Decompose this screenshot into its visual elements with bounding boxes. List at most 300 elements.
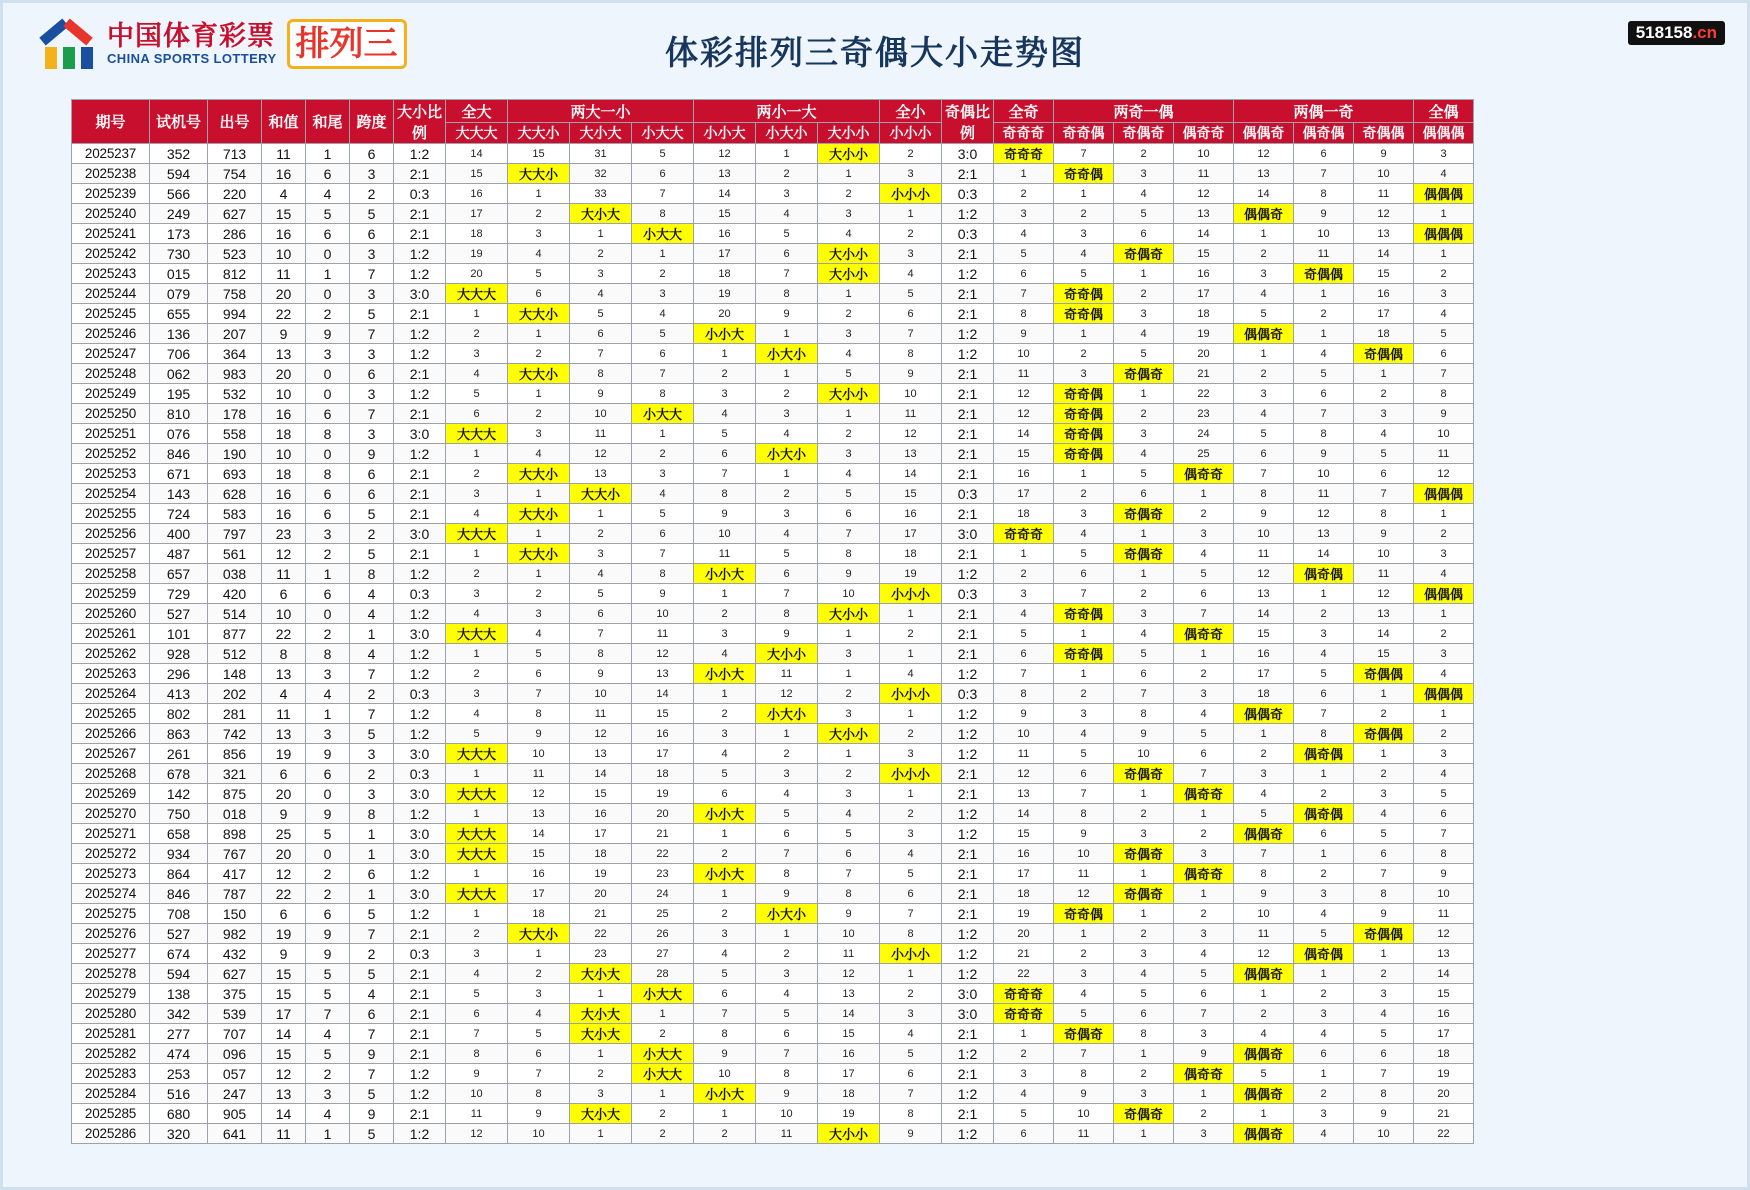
cell-stat: 138 — [150, 984, 208, 1004]
cell-track: 20 — [570, 884, 632, 904]
subcol-ssb: 小小大 — [694, 123, 756, 144]
cell-stat: 9 — [306, 944, 350, 964]
cell-track: 12 — [570, 444, 632, 464]
cell-track: 7 — [880, 324, 942, 344]
cell-track: 1 — [1114, 904, 1174, 924]
cell-track: 10 — [694, 1064, 756, 1084]
cell-hit: 奇偶奇 — [1054, 1024, 1114, 1044]
subcol-sbb: 小大大 — [632, 123, 694, 144]
cell-track: 4 — [1054, 724, 1114, 744]
cell-track: 9 — [1054, 824, 1114, 844]
cell-hit: 奇奇奇 — [994, 524, 1054, 544]
cell-track: 3 — [1234, 264, 1294, 284]
cell-track: 4 — [570, 284, 632, 304]
cell-track: 5 — [570, 584, 632, 604]
cell-track: 1 — [1414, 604, 1474, 624]
cell-track: 2 — [446, 564, 508, 584]
cell-track: 9 — [632, 584, 694, 604]
cell-oddeven-ratio: 2:1 — [942, 1064, 994, 1084]
cell-track: 5 — [1174, 964, 1234, 984]
cell-hit: 奇偶偶 — [1354, 344, 1414, 364]
cell-track: 1 — [880, 704, 942, 724]
cell-track: 14 — [994, 804, 1054, 824]
cell-stat: 220 — [208, 184, 262, 204]
cell-track: 3 — [570, 1084, 632, 1104]
cell-track: 3 — [818, 784, 880, 804]
cell-hit: 奇奇偶 — [1054, 304, 1114, 324]
cell-track: 3 — [1354, 984, 1414, 1004]
cell-track: 2 — [880, 224, 942, 244]
cell-stat: 4 — [350, 584, 394, 604]
cell-track: 4 — [1054, 244, 1114, 264]
cell-track: 9 — [994, 324, 1054, 344]
cell-stat: 2:1 — [394, 1024, 446, 1044]
cell-track: 1 — [756, 364, 818, 384]
cell-track: 5 — [880, 864, 942, 884]
cell-track: 3 — [1414, 144, 1474, 164]
cell-track: 3 — [880, 164, 942, 184]
cell-track: 3 — [1114, 1084, 1174, 1104]
cell-stat: 994 — [208, 304, 262, 324]
table-row — [72, 424, 1474, 444]
cell-track: 5 — [1114, 644, 1174, 664]
cell-stat: 707 — [208, 1024, 262, 1044]
cell-track: 9 — [756, 624, 818, 644]
cell-stat: 1:2 — [394, 604, 446, 624]
cell-track: 28 — [632, 964, 694, 984]
cell-stat: 6 — [306, 164, 350, 184]
cell-stat: 286 — [208, 224, 262, 244]
col-span: 跨度 — [350, 100, 394, 144]
cell-track: 1 — [446, 804, 508, 824]
cell-track: 3 — [1114, 424, 1174, 444]
cell-track: 3 — [1354, 404, 1414, 424]
cell-track: 1 — [756, 924, 818, 944]
cell-track: 14 — [1174, 224, 1234, 244]
group-all-big: 全大 — [446, 100, 508, 123]
cell-track: 14 — [818, 1004, 880, 1024]
cell-track: 5 — [818, 364, 880, 384]
cell-track: 9 — [570, 664, 632, 684]
cell-track: 17 — [1354, 304, 1414, 324]
cell-track: 6 — [632, 164, 694, 184]
cell-track: 13 — [1234, 584, 1294, 604]
cell-track: 1 — [446, 864, 508, 884]
cell-stat: 178 — [208, 404, 262, 424]
cell-stat: 516 — [150, 1084, 208, 1104]
cell-period: 2025257 — [72, 544, 150, 564]
cell-stat: 2:1 — [394, 204, 446, 224]
cell-stat: 3:0 — [394, 284, 446, 304]
cell-hit: 奇偶奇 — [1114, 244, 1174, 264]
cell-track: 4 — [1054, 524, 1114, 544]
cell-track: 3 — [994, 1064, 1054, 1084]
cell-stat: 3 — [350, 384, 394, 404]
cell-oddeven-ratio: 2:1 — [942, 604, 994, 624]
cell-track: 2 — [694, 704, 756, 724]
cell-stat: 6 — [306, 224, 350, 244]
cell-track: 9 — [508, 1104, 570, 1124]
cell-track: 2 — [756, 164, 818, 184]
cell-stat: 076 — [150, 424, 208, 444]
cell-stat: 5 — [350, 1124, 394, 1144]
cell-track: 9 — [1354, 1104, 1414, 1124]
cell-hit: 大大大 — [446, 844, 508, 864]
cell-track: 12 — [508, 784, 570, 804]
cell-hit: 奇偶奇 — [1114, 544, 1174, 564]
cell-period: 2025238 — [72, 164, 150, 184]
table-row — [72, 1104, 1474, 1124]
cell-stat: 9 — [262, 324, 306, 344]
cell-track: 15 — [508, 844, 570, 864]
cell-stat: 195 — [150, 384, 208, 404]
cell-stat: 6 — [306, 484, 350, 504]
cell-hit: 大大大 — [446, 784, 508, 804]
cell-track: 6 — [1294, 684, 1354, 704]
cell-track: 4 — [632, 484, 694, 504]
cell-hit: 小大大 — [632, 1044, 694, 1064]
cell-track: 9 — [1354, 144, 1414, 164]
cell-track: 2 — [880, 984, 942, 1004]
cell-period: 2025281 — [72, 1024, 150, 1044]
cell-stat: 539 — [208, 1004, 262, 1024]
cell-track: 2 — [570, 1064, 632, 1084]
cell-track: 4 — [1114, 964, 1174, 984]
cell-track: 13 — [1414, 944, 1474, 964]
cell-track: 5 — [880, 1044, 942, 1064]
cell-stat: 561 — [208, 544, 262, 564]
cell-track: 4 — [880, 1024, 942, 1044]
cell-stat: 15 — [262, 1044, 306, 1064]
cell-stat: 8 — [306, 464, 350, 484]
cell-track: 3 — [1174, 684, 1234, 704]
cell-track: 18 — [880, 544, 942, 564]
cell-track: 4 — [694, 644, 756, 664]
table-row — [72, 744, 1474, 764]
cell-stat: 23 — [262, 524, 306, 544]
table-row — [72, 524, 1474, 544]
cell-stat: 079 — [150, 284, 208, 304]
cell-hit: 大大大 — [446, 624, 508, 644]
cell-track: 4 — [994, 604, 1054, 624]
cell-oddeven-ratio: 1:2 — [942, 744, 994, 764]
cell-track: 17 — [1234, 664, 1294, 684]
cell-stat: 14 — [262, 1104, 306, 1124]
cell-stat: 1:2 — [394, 724, 446, 744]
cell-stat: 0 — [306, 284, 350, 304]
cell-track: 1 — [694, 584, 756, 604]
cell-stat: 0:3 — [394, 944, 446, 964]
cell-track: 3 — [994, 584, 1054, 604]
cell-track: 8 — [1054, 1064, 1114, 1084]
cell-track: 7 — [570, 624, 632, 644]
cell-track: 5 — [994, 244, 1054, 264]
cell-hit: 偶偶偶 — [1414, 684, 1474, 704]
table-row — [72, 964, 1474, 984]
cell-track: 12 — [446, 1124, 508, 1144]
cell-track: 1 — [1174, 1084, 1234, 1104]
cell-stat: 0 — [306, 244, 350, 264]
cell-track: 17 — [818, 1064, 880, 1084]
cell-stat: 1 — [306, 564, 350, 584]
cell-period: 2025237 — [72, 144, 150, 164]
cell-stat: 432 — [208, 944, 262, 964]
cell-hit: 偶偶奇 — [1234, 704, 1294, 724]
cell-track: 13 — [1354, 604, 1414, 624]
cell-track: 16 — [818, 1044, 880, 1064]
cell-track: 1 — [694, 884, 756, 904]
cell-track: 9 — [1414, 404, 1474, 424]
cell-track: 14 — [446, 144, 508, 164]
cell-track: 6 — [818, 844, 880, 864]
cell-track: 8 — [508, 704, 570, 724]
cell-track: 15 — [446, 164, 508, 184]
cell-track: 3 — [632, 284, 694, 304]
cell-oddeven-ratio: 2:1 — [942, 444, 994, 464]
cell-oddeven-ratio: 1:2 — [942, 804, 994, 824]
cell-oddeven-ratio: 2:1 — [942, 904, 994, 924]
cell-stat: 4 — [306, 1104, 350, 1124]
cell-hit: 小大大 — [632, 984, 694, 1004]
cell-stat: 474 — [150, 1044, 208, 1064]
cell-stat: 655 — [150, 304, 208, 324]
cell-period: 2025263 — [72, 664, 150, 684]
cell-track: 4 — [756, 204, 818, 224]
cell-track: 14 — [1294, 544, 1354, 564]
cell-track: 3 — [1414, 284, 1474, 304]
cell-track: 1 — [880, 964, 942, 984]
cell-track: 16 — [1354, 284, 1414, 304]
cell-stat: 693 — [208, 464, 262, 484]
cell-stat: 5 — [350, 304, 394, 324]
cell-track: 1 — [1114, 1124, 1174, 1144]
cell-hit: 小小小 — [880, 184, 942, 204]
cell-period: 2025262 — [72, 644, 150, 664]
cell-track: 18 — [1234, 684, 1294, 704]
cell-hit: 小小小 — [880, 944, 942, 964]
cell-track: 2 — [1114, 284, 1174, 304]
cell-track: 4 — [1234, 284, 1294, 304]
table-row — [72, 804, 1474, 824]
cell-track: 2 — [818, 304, 880, 324]
cell-track: 17 — [1414, 1024, 1474, 1044]
table-row — [72, 1004, 1474, 1024]
cell-track: 6 — [446, 1004, 508, 1024]
cell-track: 8 — [1294, 184, 1354, 204]
cell-track: 2 — [1234, 1004, 1294, 1024]
cell-track: 7 — [994, 284, 1054, 304]
cell-track: 3 — [1174, 844, 1234, 864]
cell-track: 15 — [1354, 644, 1414, 664]
cell-stat: 846 — [150, 444, 208, 464]
cell-track: 18 — [570, 844, 632, 864]
cell-track: 20 — [1174, 344, 1234, 364]
cell-track: 1 — [1114, 264, 1174, 284]
cell-period: 2025286 — [72, 1124, 150, 1144]
cell-track: 18 — [818, 1084, 880, 1104]
cell-track: 1 — [1234, 224, 1294, 244]
table-row — [72, 664, 1474, 684]
cell-track: 20 — [694, 304, 756, 324]
cell-track: 3 — [1054, 364, 1114, 384]
cell-track: 4 — [694, 744, 756, 764]
cell-track: 3 — [446, 344, 508, 364]
cell-track: 1 — [632, 1084, 694, 1104]
cell-oddeven-ratio: 2:1 — [942, 284, 994, 304]
cell-track: 6 — [994, 264, 1054, 284]
cell-track: 15 — [694, 204, 756, 224]
cell-period: 2025283 — [72, 1064, 150, 1084]
cell-track: 7 — [1054, 144, 1114, 164]
cell-track: 2 — [446, 924, 508, 944]
cell-track: 6 — [632, 524, 694, 544]
cell-track: 5 — [1354, 824, 1414, 844]
cell-track: 1 — [1354, 684, 1414, 704]
cell-track: 16 — [994, 844, 1054, 864]
cell-track: 1 — [570, 504, 632, 524]
cell-track: 10 — [1234, 904, 1294, 924]
cell-track: 4 — [756, 424, 818, 444]
cell-track: 1 — [570, 984, 632, 1004]
cell-stat: 5 — [350, 724, 394, 744]
cell-track: 4 — [508, 244, 570, 264]
cell-track: 14 — [880, 464, 942, 484]
subcol-ooe: 奇奇偶 — [1054, 123, 1114, 144]
cell-stat: 281 — [208, 704, 262, 724]
cell-hit: 大小小 — [818, 724, 880, 744]
cell-stat: 2:1 — [394, 164, 446, 184]
cell-stat: 15 — [262, 204, 306, 224]
subcol-bsb: 大小大 — [570, 123, 632, 144]
cell-track: 5 — [632, 504, 694, 524]
cell-stat: 1:2 — [394, 1064, 446, 1084]
cell-period: 2025266 — [72, 724, 150, 744]
cell-track: 4 — [446, 504, 508, 524]
cell-stat: 352 — [150, 144, 208, 164]
cell-track: 11 — [994, 364, 1054, 384]
cell-stat: 8 — [350, 564, 394, 584]
cell-track: 3 — [508, 984, 570, 1004]
subcol-eee: 偶偶偶 — [1414, 123, 1474, 144]
cell-track: 3 — [632, 464, 694, 484]
cell-stat: 758 — [208, 284, 262, 304]
cell-track: 12 — [1354, 584, 1414, 604]
cell-period: 2025284 — [72, 1084, 150, 1104]
cell-stat: 905 — [208, 1104, 262, 1124]
cell-stat: 1:2 — [394, 804, 446, 824]
cell-hit: 大大小 — [570, 484, 632, 504]
cell-stat: 1:2 — [394, 244, 446, 264]
table-row — [72, 1064, 1474, 1084]
cell-stat: 253 — [150, 1064, 208, 1084]
cell-period: 2025258 — [72, 564, 150, 584]
cell-track: 15 — [880, 484, 942, 504]
cell-oddeven-ratio: 1:2 — [942, 924, 994, 944]
cell-hit: 偶偶奇 — [1234, 204, 1294, 224]
cell-track: 17 — [508, 884, 570, 904]
cell-stat: 4 — [350, 604, 394, 624]
cell-track: 2 — [1354, 384, 1414, 404]
cell-stat: 724 — [150, 504, 208, 524]
cell-period: 2025251 — [72, 424, 150, 444]
cell-track: 1 — [1294, 584, 1354, 604]
cell-track: 7 — [508, 1064, 570, 1084]
cell-track: 4 — [880, 844, 942, 864]
cell-stat: 863 — [150, 724, 208, 744]
cell-track: 12 — [1354, 204, 1414, 224]
cell-track: 3 — [756, 764, 818, 784]
cell-track: 5 — [1414, 784, 1474, 804]
cell-oddeven-ratio: 2:1 — [942, 404, 994, 424]
cell-hit: 奇奇奇 — [994, 1004, 1054, 1024]
cell-stat: 5 — [306, 824, 350, 844]
cell-track: 4 — [756, 784, 818, 804]
cell-track: 3 — [1294, 884, 1354, 904]
cell-track: 10 — [446, 1084, 508, 1104]
table-row — [72, 364, 1474, 384]
cell-track: 6 — [756, 824, 818, 844]
cell-track: 1 — [818, 744, 880, 764]
cell-oddeven-ratio: 2:1 — [942, 424, 994, 444]
cell-track: 5 — [880, 284, 942, 304]
cell-track: 5 — [1114, 464, 1174, 484]
group-all-even: 全偶 — [1414, 100, 1474, 123]
cell-track: 7 — [632, 544, 694, 564]
cell-track: 4 — [1114, 184, 1174, 204]
cell-track: 1 — [1114, 564, 1174, 584]
cell-track: 12 — [1054, 884, 1114, 904]
cell-stat: 375 — [208, 984, 262, 1004]
cell-track: 13 — [632, 664, 694, 684]
cell-stat: 4 — [306, 184, 350, 204]
cell-track: 16 — [570, 804, 632, 824]
table-row — [72, 504, 1474, 524]
cell-stat: 413 — [150, 684, 208, 704]
cell-oddeven-ratio: 2:1 — [942, 1104, 994, 1124]
cell-track: 7 — [694, 464, 756, 484]
cell-stat: 2 — [350, 524, 394, 544]
cell-track: 5 — [1054, 264, 1114, 284]
table-row — [72, 824, 1474, 844]
cell-stat: 3:0 — [394, 424, 446, 444]
cell-hit: 奇偶奇 — [1114, 364, 1174, 384]
cell-period: 2025273 — [72, 864, 150, 884]
cell-track: 7 — [880, 904, 942, 924]
cell-track: 21 — [1414, 1104, 1474, 1124]
cell-oddeven-ratio: 0:3 — [942, 584, 994, 604]
cell-track: 5 — [694, 964, 756, 984]
cell-stat: 19 — [262, 744, 306, 764]
cell-period: 2025280 — [72, 1004, 150, 1024]
cell-stat: 3 — [306, 344, 350, 364]
table-row — [72, 884, 1474, 904]
cell-stat: 5 — [350, 504, 394, 524]
cell-track: 4 — [1354, 804, 1414, 824]
cell-track: 10 — [508, 1124, 570, 1144]
cell-track: 8 — [1054, 804, 1114, 824]
cell-track: 10 — [994, 344, 1054, 364]
cell-hit: 奇奇偶 — [1054, 604, 1114, 624]
cell-track: 6 — [880, 1064, 942, 1084]
cell-track: 11 — [570, 704, 632, 724]
cell-track: 2 — [1114, 404, 1174, 424]
cell-track: 6 — [1414, 344, 1474, 364]
cell-track: 2 — [632, 1124, 694, 1144]
cell-stat: 142 — [150, 784, 208, 804]
cell-track: 3 — [1174, 1124, 1234, 1144]
cell-track: 2 — [1174, 1104, 1234, 1124]
cell-track: 2 — [1174, 504, 1234, 524]
